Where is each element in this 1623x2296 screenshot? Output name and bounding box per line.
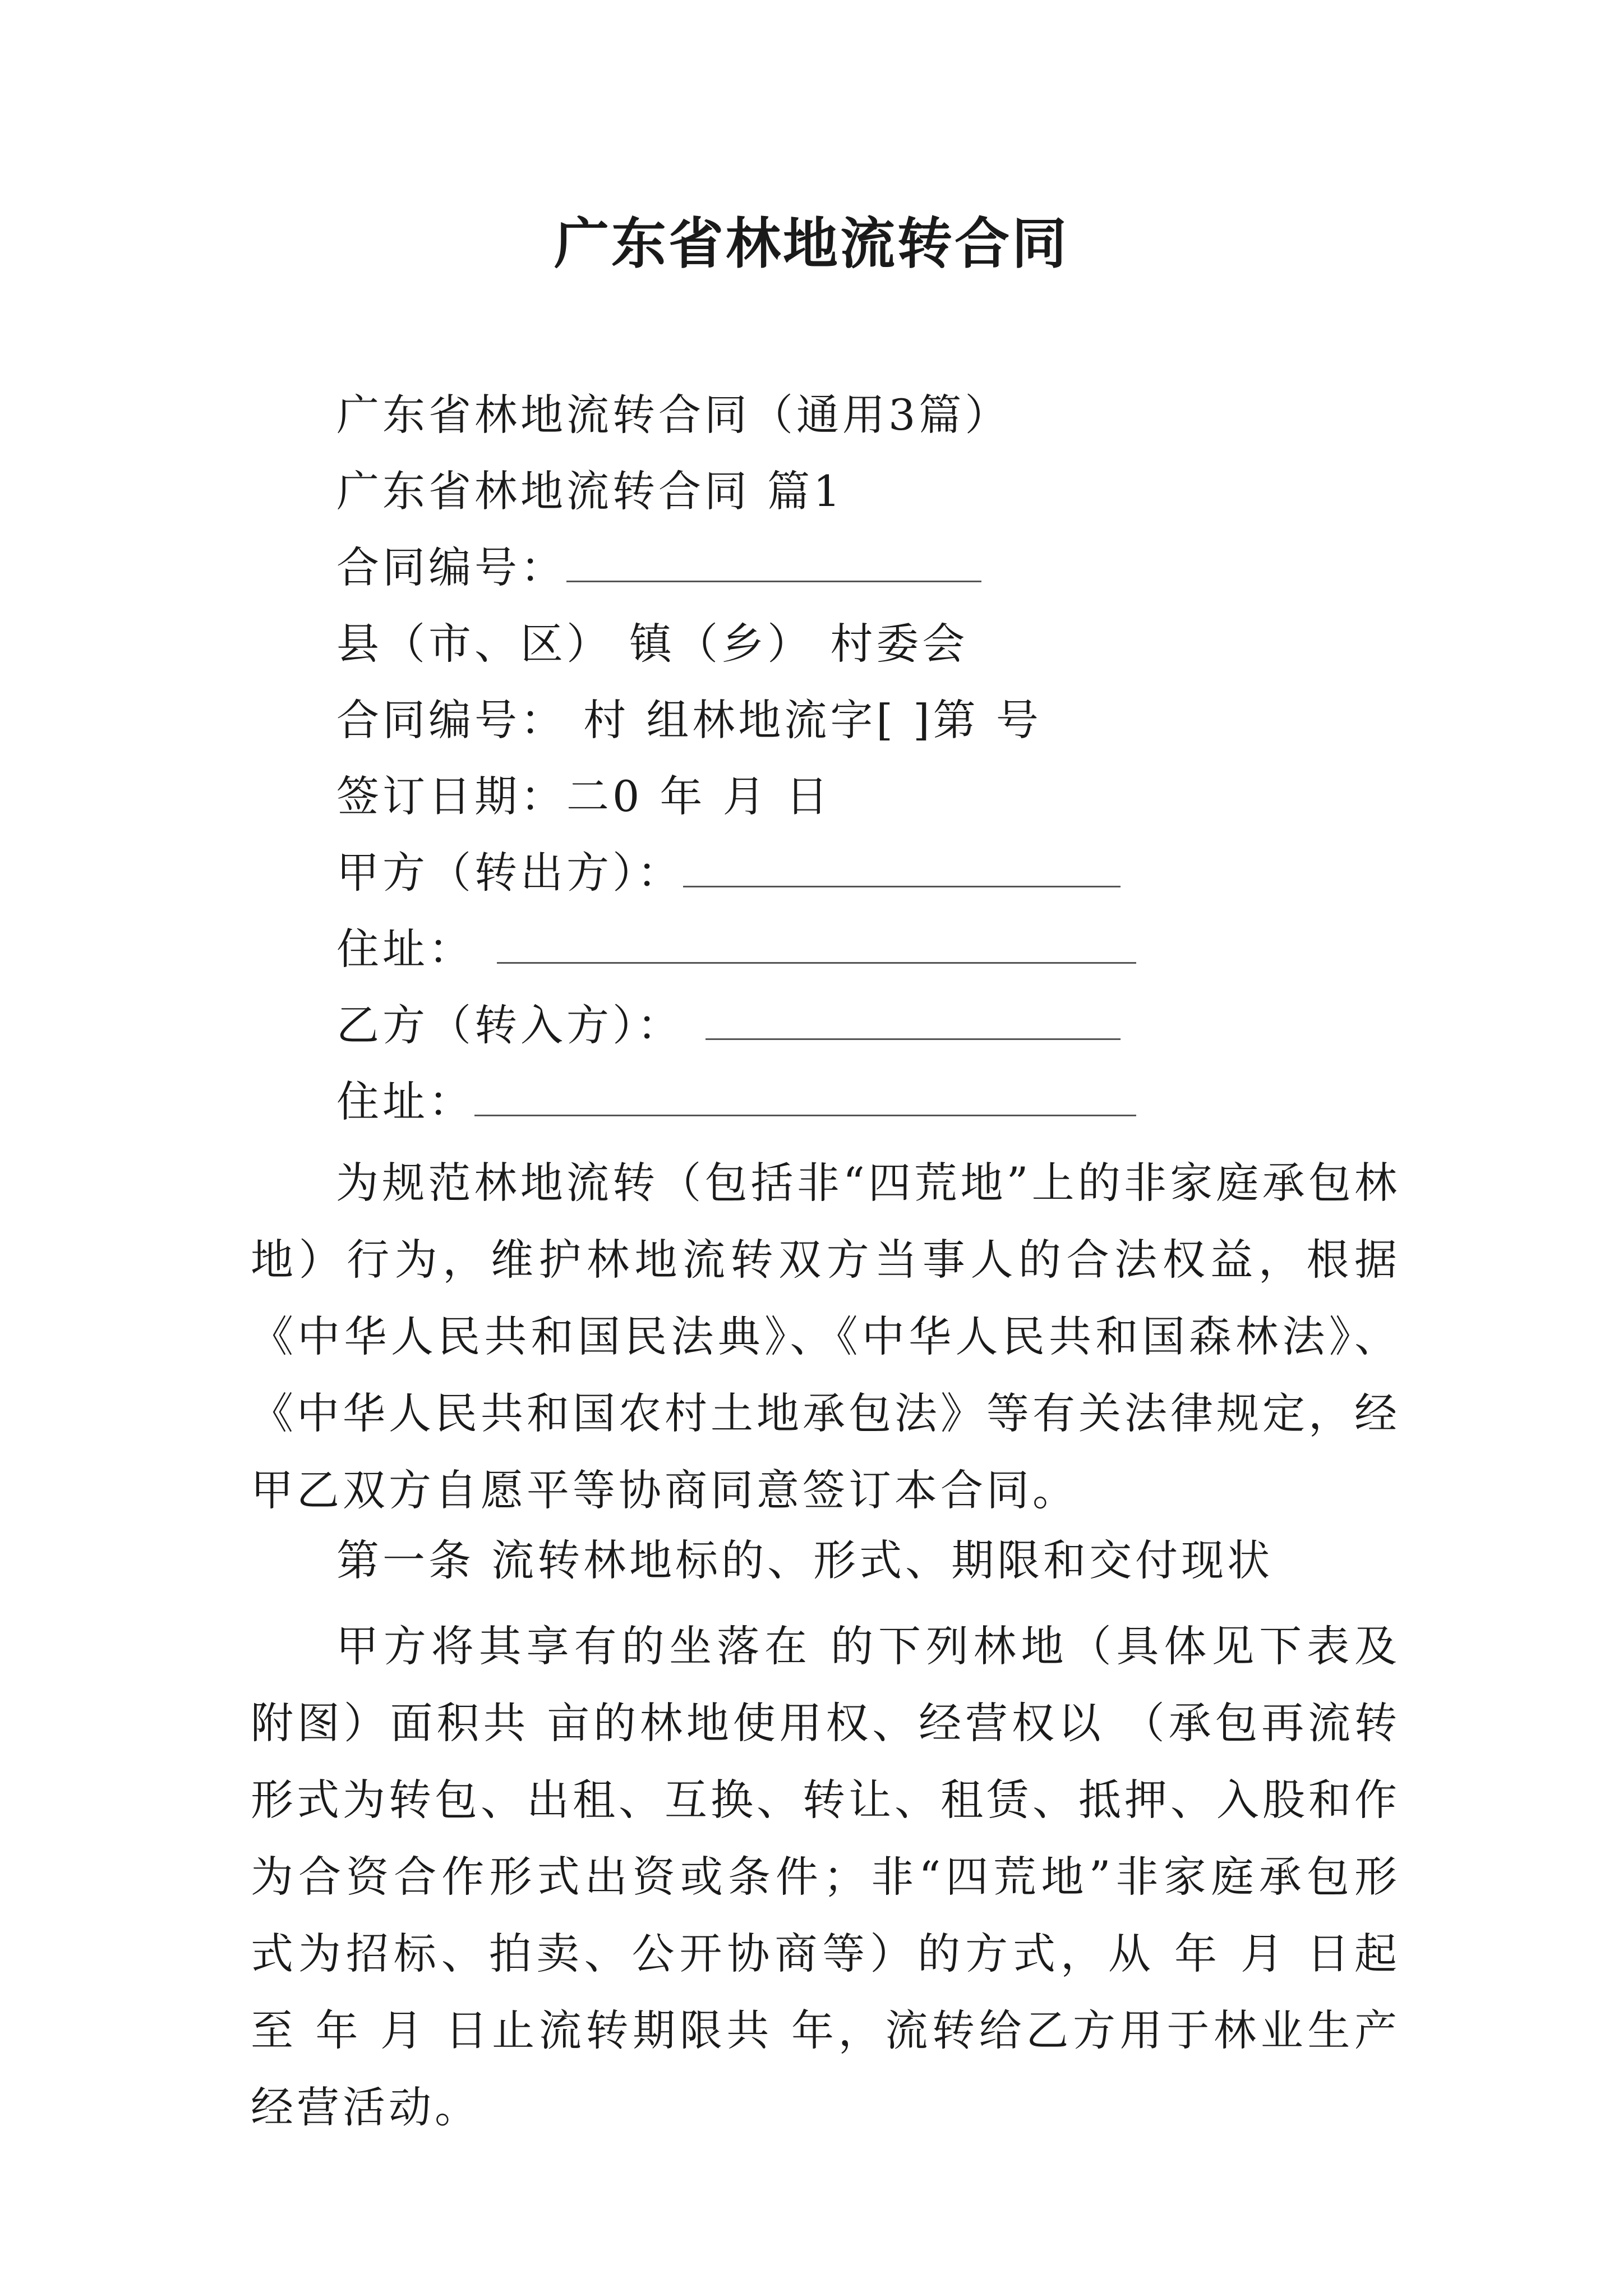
party-a-label: 甲方（转出方）： bbox=[336, 848, 683, 898]
contract-number-row bbox=[336, 540, 981, 596]
preamble-paragraph: 为规范林地流转（包括非“四荒地”上的非家庭承包林地）行为，维护林地流转双方当事人的合法权益，根据《中华人民共和国民法典》、《中华人民共和国森林法》、《中华人民共和国农村土地承包法》等有关法律规定，经甲乙双方自愿平等协商同意签订本合同。 bbox=[251, 1158, 1400, 1515]
section-heading: 广东省林地流转合同 篇1 bbox=[336, 466, 844, 516]
document-subtitle: 广东省林地流转合同（通用3篇） bbox=[336, 390, 1011, 440]
contract-number-label: 合同编号： bbox=[336, 542, 566, 592]
party-a-row bbox=[336, 845, 1121, 901]
party-a-address-row bbox=[336, 921, 1136, 977]
county-line: 县（市、区） 镇（乡） 村委会 bbox=[336, 619, 969, 669]
party-b-row bbox=[336, 997, 1121, 1053]
contract-number-format-line: 合同编号： 村 组林地流字[ ]第 号 bbox=[336, 695, 1042, 745]
article-1-heading: 第一条 流转林地标的、形式、期限和交付现状 bbox=[336, 1535, 1274, 1585]
sign-date-line: 签订日期：二0 年 月 日 bbox=[336, 771, 832, 821]
party-a-address-label: 住址： bbox=[336, 924, 474, 974]
party-b-address-label: 住址： bbox=[336, 1076, 474, 1126]
document-title: 广东省林地流转合同 bbox=[554, 212, 1069, 276]
party-b-address-blank bbox=[474, 1080, 1136, 1116]
article-1-body: 甲方将其享有的坐落在 的下列林地（具体见下表及附图）面积共 亩的林地使用权、经营权以 （承包再流转形式为转包、出租、互换、转让、租赁、抵押、入股和作为合资合作形式出资或条件；非“四荒地”非家庭承包形式为招标、拍卖、公开协商等）的方式，从 年 月 日起至 年 月 日止流转期限共 年，流转给乙方用于林业生产经营活动。 bbox=[251, 1621, 1400, 2132]
party-a-blank bbox=[683, 851, 1121, 887]
party-b-blank bbox=[706, 1004, 1121, 1040]
party-a-address-blank bbox=[497, 927, 1136, 964]
party-b-address-row bbox=[336, 1074, 1136, 1130]
party-b-label: 乙方（转入方）： bbox=[336, 1000, 683, 1050]
contract-number-blank bbox=[566, 546, 981, 582]
